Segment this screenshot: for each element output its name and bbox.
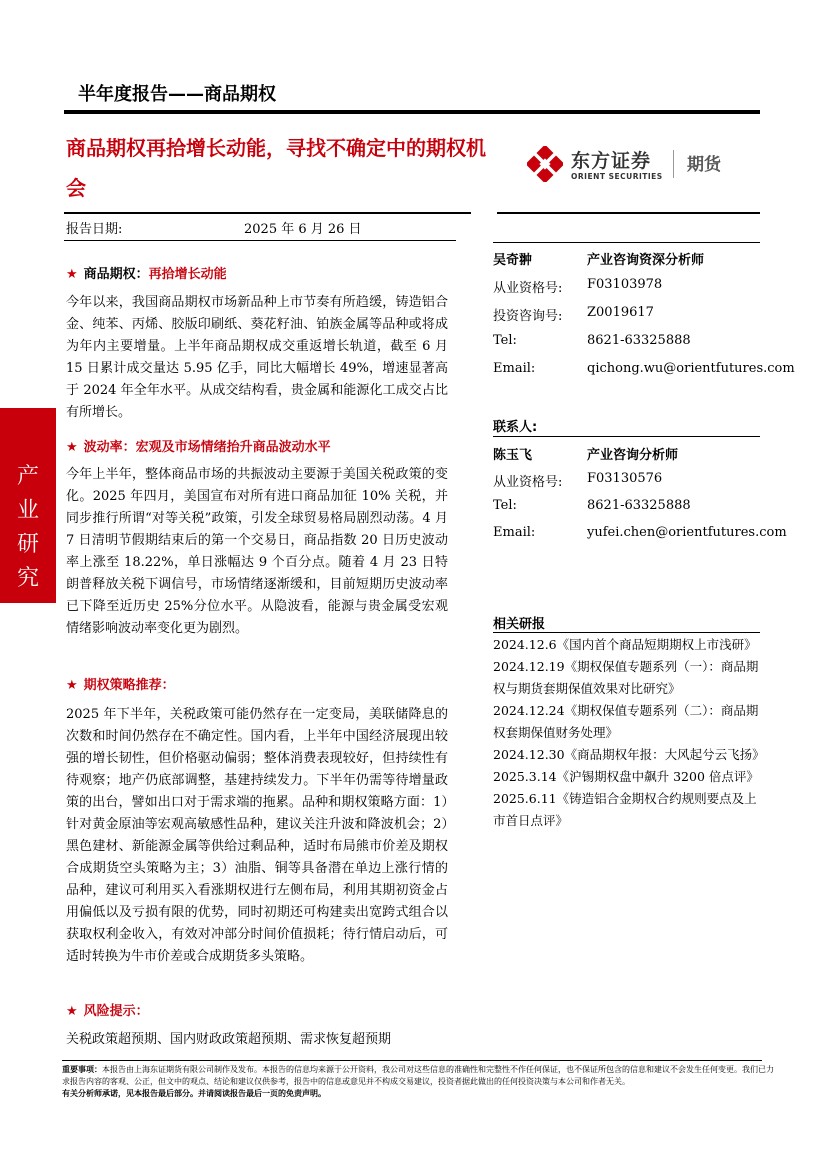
analyst-row-label: Email: [493,361,536,376]
section-body-text: 2025 年下半年，关税政策可能仍然存在一定变局，美联储降息的次数和时间仍然存在不确定性。国内看，上半年中国经济展现出较强的增长韧性，但价格驱动偏弱；整体消费表现较好，但持续性有待观察；地产仍底部调整，基建持续发力。下半年仍需等待增量政策的出台，譬如出口对于需求端的拖累。品种和期权策略方面：1）针对黄金原油等宏观高敏感性品种，建议关注升波和降波机会；2）黑色建材、新能源金属等供给过剩品种，适时布局熊市价差及期权合成期货空头策略为主；3）油脂、铜等具备潜在单边上涨行情的品种，建议可利用买入看涨期权进行左侧布局，利用其期初资金占用偏低以及亏损有限的优势，同时初期还可构建卖出宽跨式组合以获取权利金收入，有效对冲部分时间价值损耗；待行情启动后，可适时转换为牛市价差或合成期货多头策略。 [66,707,448,964]
contact-row-label: Tel: [493,498,517,513]
logo-mark-icon [527,146,563,182]
related-item[interactable]: 2024.12.30《商品期权年报：大风起兮云飞扬》 [493,747,765,762]
footer-commitment: 有关分析师承诺，见本报告最后部分。并请阅读报告最后一页的免责声明。 [62,1089,326,1098]
contact-rule [493,436,760,437]
contact-name: 陈玉飞 [493,448,533,463]
contact-role: 产业咨询分析师 [587,448,679,463]
analyst-rule [493,242,760,243]
section-body-text: 关税政策超预期、国内财政政策超预期、需求恢复超预期 [66,1032,392,1047]
section-heading [66,263,227,282]
footer-rule [62,1060,762,1061]
contact-email[interactable]: yufei.chen@orientfutures.com [587,525,787,540]
section-heading-prefix: 风险提示： [83,1004,149,1019]
section-body-text: 今年以来，我国商品期权市场新品种上市节奏有所趋缓，铸造铝合金、纯苯、丙烯、胶版印刷纸、葵花籽油、铂族金属等品种或将成为年内主要增量。上半年商品期权成交重返增长轨道，截至 6 月 15 日累计成交量达 5.95 亿手，同比大幅增长 49%，增速显著高于 2024 年全年水平。从成交结构看，贵金属和能源化工成交占比有所增长。 [66,295,448,420]
logo-name-zh: 东方证券 [571,150,652,172]
report-date-value: 2025 年 6 月 26 日 [244,222,362,237]
contact-row-label: 从业资格号: [493,475,563,490]
section-body-text: 今年上半年，整体商品市场的共振波动主要源于美国关税政策的变化。2025 年四月，美国宣布对所有进口商品加征 10% 关税，并同步推行所谓“对等关税”政策，引发全球贸易格局剧烈动荡。4 月 7 日清明节假期结束后的第一个交易日，商品指数 20 日历史波动率上涨至 18.22%，单日涨幅达 9 个百分点。随着 4 月 23 日特朗普释放关税下调信号，市场情绪逐渐缓和，目前短期历史波动率已下降至近历史 25%分位水平。从隐波看，能源与贵金属受宏观情绪影响波动率变化更为剧烈。 [66,467,448,636]
report-category: 半年度报告——商品期权 [78,84,276,105]
footer-disclaimer [62,1064,774,1100]
section-heading-prefix: 期权策略推荐： [83,678,175,693]
section-heading-em: 宏观及市场情绪抬升商品波动水平 [135,440,331,455]
section-heading [66,674,175,693]
sidebar [0,0,56,1169]
logo-rule [497,212,760,214]
sidebar-char: 研 [16,532,39,557]
contact-row-value: F03130576 [587,471,663,486]
section-heading [66,436,331,455]
related-rule [493,632,760,633]
contact-heading: 联系人: [493,420,538,435]
sidebar-char: 业 [16,498,39,523]
footer-notice-label: 重要事项： [62,1065,102,1074]
related-item[interactable]: 2024.12.24《期权保值专题系列（二）：商品期权套期保值财务处理》 [493,703,759,740]
footer-notice: 本报告由上海东证期货有限公司制作及发布。本报告的信息均来源于公开资料，我公司对这些信息的准确性和完整性不作任何保证，也不保证所包含的信息和建议不会发生任何变更。我们已力求报告内容的客观、公正，但文中的观点、结论和建议仅供参考，报告中的信息或意见并不构成交易建议，投资者据此做出的任何投资决策与本公司和作者无关。 [62,1065,774,1086]
star-icon: ★ [66,678,78,693]
title-rule [64,212,471,214]
section-body [66,292,448,424]
report-date-label: 报告日期: [66,222,123,237]
logo-suffix: 期货 [687,155,721,175]
section-body [66,1029,448,1051]
analyst-name: 吴奇翀 [493,253,533,268]
related-list [493,634,763,832]
related-item[interactable]: 2025.6.11《铸造铝合金期权合约规则要点及上市首日点评》 [493,791,757,828]
analyst-row-label: Tel: [493,333,517,348]
section-heading [66,1000,149,1019]
related-item[interactable]: 2025.3.14《沪锡期权盘中飙升 3200 倍点评》 [493,769,759,784]
sidebar-char: 产 [16,464,39,489]
contact-row-value: 8621-63325888 [587,498,691,513]
analyst-role: 产业咨询资深分析师 [587,253,705,268]
page-title: 商品期权再拾增长动能，寻找不确定中的期权机会 [66,136,486,200]
section-body [66,464,448,640]
logo-name-en: ORIENT SECURITIES [571,172,663,181]
date-rule [64,240,456,241]
sidebar-char: 究 [16,566,39,591]
related-item[interactable]: 2024.12.19《期权保值专题系列（一）：商品期权与期货套期保值效果对比研究》 [493,659,759,696]
star-icon: ★ [66,267,78,282]
related-heading: 相关研报 [493,617,546,632]
company-logo [527,146,757,184]
related-item[interactable]: 2024.12.6《国内首个商品短期期权上市浅研》 [493,637,757,652]
section-heading-em: 再拾增长动能 [148,267,227,282]
section-heading-prefix: 波动率： [83,440,136,455]
analyst-email[interactable]: qichong.wu@orientfutures.com [587,361,795,376]
analyst-row-value: 8621-63325888 [587,333,691,348]
analyst-row-value: F03103978 [587,277,663,292]
analyst-row-value: Z0019617 [587,305,654,320]
star-icon: ★ [66,1004,78,1019]
section-body [66,704,448,968]
section-heading-prefix: 商品期权： [83,267,149,282]
header-rule [64,110,760,114]
sidebar-label [0,460,56,596]
contact-row-label: Email: [493,525,536,540]
analyst-row-label: 投资咨询号: [493,309,563,324]
star-icon: ★ [66,440,78,455]
logo-separator [673,150,674,178]
analyst-row-label: 从业资格号: [493,281,563,296]
